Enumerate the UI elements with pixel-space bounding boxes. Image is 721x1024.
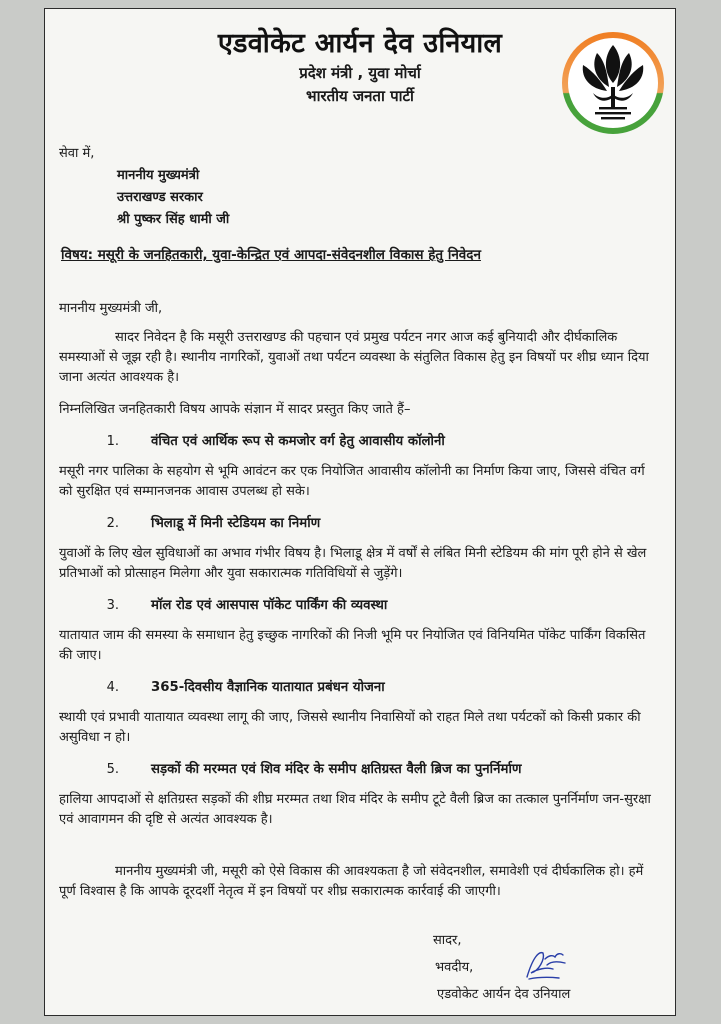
point-title: भिलाडू में मिनी स्टेडियम का निर्माण xyxy=(151,516,321,531)
recipient-address xyxy=(59,143,229,231)
point-number: 3. xyxy=(106,598,119,613)
salutation: माननीय मुख्यमंत्री जी, xyxy=(59,301,163,316)
point-title: वंचित एवं आर्थिक रूप से कमजोर वर्ग हेतु आवासीय कॉलोनी xyxy=(151,434,445,449)
handwritten-signature-icon xyxy=(523,947,569,981)
point-text: हालिया आपदाओं से क्षतिग्रस्त सड़कों की शीघ्र मरम्मत तथा शिव मंदिर के समीप टूटे वैली ब्रिज का तत्काल पुनर्निर्माण जन-सुरक्षा एवं आवागमन की दृष्टि से अत्यंत आवश्यक है। xyxy=(59,792,651,827)
letterhead-name: एडवोकेट आर्यन देव उनियाल xyxy=(217,28,503,59)
point-text: युवाओं के लिए खेल सुविधाओं का अभाव गंभीर विषय है। भिलाडू क्षेत्र में वर्षों से लंबित मिनी स्टेडियम की मांग पूरी होने से खेल प्रतिभाओं को प्रोत्साहन मिलेगा और युवा सकारात्मक गतिविधियों से जुड़ेंगे। xyxy=(59,546,647,581)
letterhead-designation: प्रदेश मंत्री , युवा मोर्चा xyxy=(299,64,421,82)
lead-paragraph: निम्नलिखित जनहितकारी विषय आपके संज्ञान में सादर प्रस्तुत किए जाते हैं– xyxy=(59,402,411,417)
signoff-regards: सादर, xyxy=(433,933,462,948)
point-heading xyxy=(59,514,661,534)
signoff-yours: भवदीय, xyxy=(435,960,474,975)
letter-subject: विषय: मसूरी के जनहितकारी, युवा-केन्द्रित एवं आपदा-संवेदनशील विकास हेतु निवेदन xyxy=(61,247,481,263)
point-heading xyxy=(59,596,661,616)
point-number: 4. xyxy=(106,680,119,695)
letter-body xyxy=(59,299,661,914)
point-text: यातायात जाम की समस्या के समाधान हेतु इच्छुक नागरिकों की निजी भूमि पर नियोजित एवं विनियमित पॉकेट पार्किंग विकसित की जाए। xyxy=(59,628,646,663)
point-title: सड़कों की मरम्मत एवं शिव मंदिर के समीप क्षतिग्रस्त वैली ब्रिज का पुनर्निर्माण xyxy=(151,762,522,777)
address-line: श्री पुष्कर सिंह धामी जी xyxy=(117,212,230,227)
point-heading xyxy=(59,678,661,698)
point-number: 1. xyxy=(106,434,119,449)
address-greeting: सेवा में, xyxy=(59,146,95,161)
point-number: 2. xyxy=(106,516,119,531)
point-heading xyxy=(59,432,661,452)
address-line: उत्तराखण्ड सरकार xyxy=(117,190,203,205)
lotus-icon xyxy=(559,29,667,137)
letterhead-party: भारतीय जनता पार्टी xyxy=(306,87,414,105)
point-text: स्थायी एवं प्रभावी यातायात व्यवस्था लागू की जाए, जिससे स्थानीय निवासियों को राहत मिले तथा पर्यटकों को किसी प्रकार की असुविधा न हो। xyxy=(59,710,641,745)
point-heading xyxy=(59,760,661,780)
letter-page xyxy=(44,8,676,1016)
point-title: 365-दिवसीय वैज्ञानिक यातायात प्रबंधन योजना xyxy=(151,680,385,695)
point-title: मॉल रोड एवं आसपास पॉकेट पार्किंग की व्यवस्था xyxy=(151,598,388,613)
signoff-name: एडवोकेट आर्यन देव उनियाल xyxy=(437,987,571,1002)
closing-paragraph: माननीय मुख्यमंत्री जी, मसूरी को ऐसे विकास की आवश्यकता है जो संवेदनशील, समावेशी एवं दीर्घकालिक हो। हमें पूर्ण विश्वास है कि आपके दूरदर्शी नेतृत्व में इन विषयों पर शीघ्र सकारात्मक कार्रवाई की जाएगी। xyxy=(59,864,644,899)
intro-paragraph: सादर निवेदन है कि मसूरी उत्तराखण्ड की पहचान एवं प्रमुख पर्यटन नगर आज कई बुनियादी और दीर्घकालिक समस्याओं से जूझ रही है। स्थानीय नागरिकों, युवाओं तथा पर्यटन व्यवस्था के संतुलित विकास हेतु इन विषयों पर शीघ्र ध्यान दिया जाना अत्यंत आवश्यक है। xyxy=(59,330,649,385)
point-number: 5. xyxy=(106,762,119,777)
point-text: मसूरी नगर पालिका के सहयोग से भूमि आवंटन कर एक नियोजित आवासीय कॉलोनी का निर्माण किया जाए, जिससे वंचित वर्ग को सुरक्षित एवं सम्मानजनक आवास उपलब्ध हो सके। xyxy=(59,464,645,499)
address-line: माननीय मुख्यमंत्री xyxy=(117,168,200,183)
